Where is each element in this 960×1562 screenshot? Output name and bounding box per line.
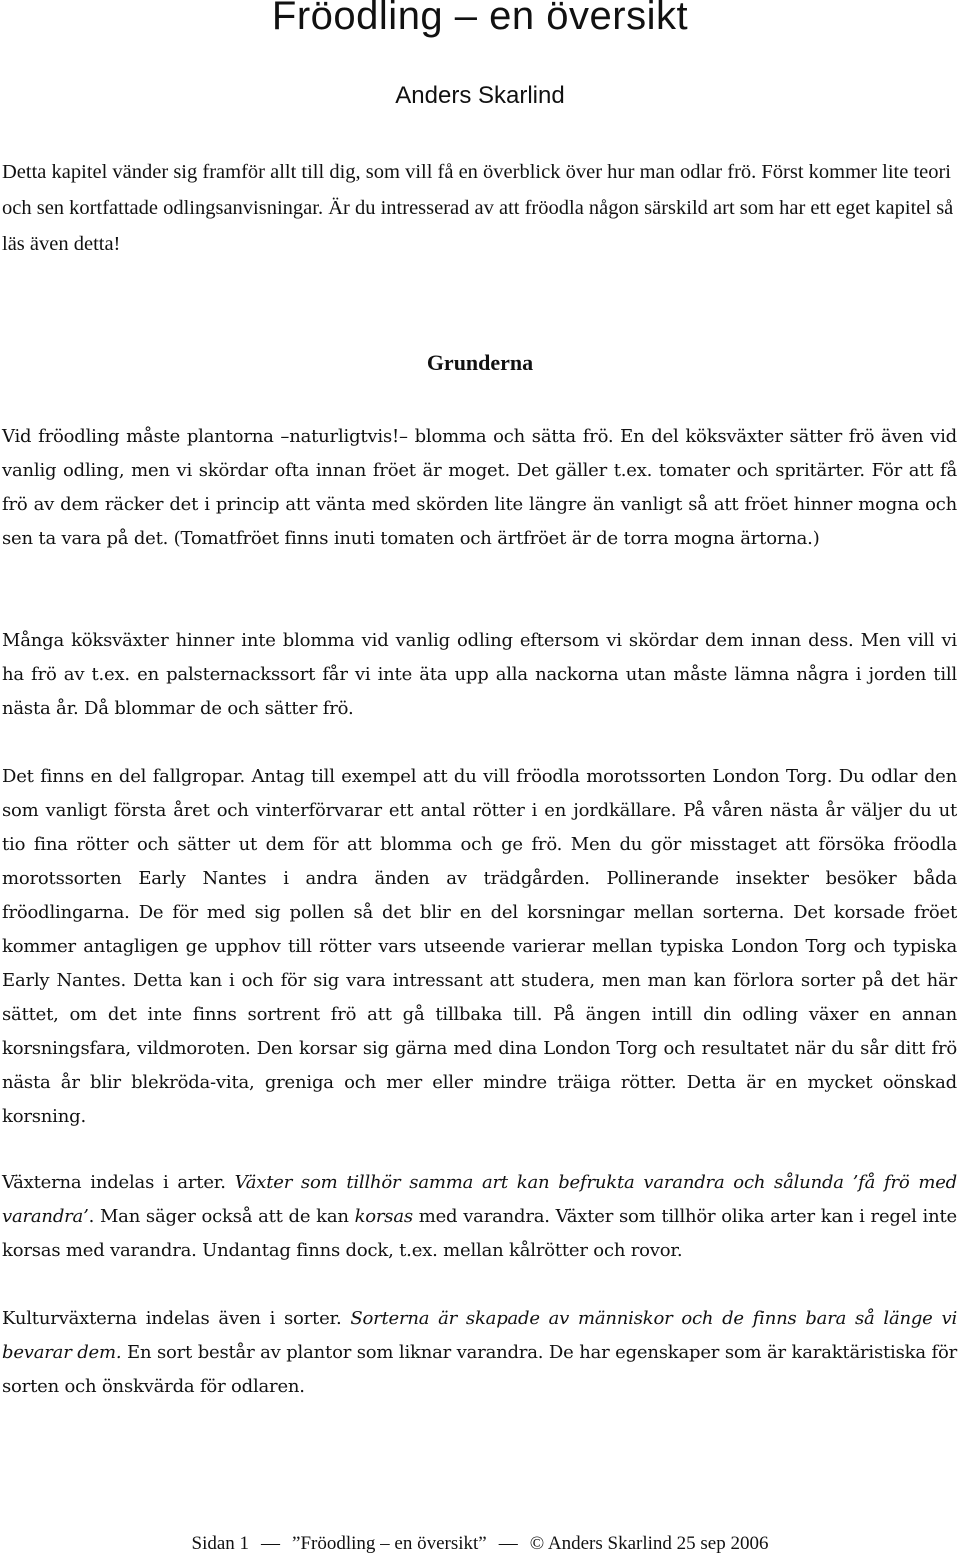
document-title: Fröodling – en översikt [271,0,689,38]
footer-page-number: Sidan 1 [191,1533,250,1554]
page-footer [0,1533,960,1555]
paragraph-2: Många köksväxter hinner inte blomma vid vanlig odling eftersom vi skördar dem innan dess. Men vill vi ha frö av t.ex. en palsternackssort får vi inte äta upp alla nackorna utan måste lämna några i jorden till nästa år. Då blommar de och sätter frö. [2,630,957,719]
section-heading: Grunderna [426,350,534,375]
paragraph-4 [2,1166,957,1268]
footer-dash: — [498,1533,518,1554]
paragraph-5-emphasis: Sorterna är skapade av människor och de finns bara så länge vi bevarar dem. [2,1308,957,1363]
document-author: Anders Skarlind [395,82,565,109]
paragraph-5-text-c: En sort består av plantor som liknar varandra. De har egenskaper som är karaktäristiska för sorten och önskvärda för odlaren. [2,1342,957,1397]
footer-copyright: © Anders Skarlind 25 sep 2006 [529,1533,769,1554]
paragraph-4-text-c: . Man säger också att de kan [88,1206,355,1227]
paragraph-4-emphasis: Växter som tillhör samma art kan befrukta varandra och sålunda ’få frö med varandra’ [2,1172,957,1227]
paragraph-4-text-e: med varandra. Växter som tillhör olika arter kan i regel inte korsas med varandra. Undantag finns dock, t.ex. mellan kålrötter och rovor. [2,1206,957,1261]
paragraph-5 [2,1302,957,1404]
paragraph-4-term: korsas [354,1206,413,1227]
footer-doc-title: ”Fröodling – en översikt” [292,1533,487,1554]
paragraph-5-text-a: Kulturväxterna indelas även i sorter. [2,1308,351,1329]
paragraph-3: Det finns en del fallgropar. Antag till exempel att du vill fröodla morotssorten London Torg. Du odlar den som vanligt första året och vinterförvarar ett antal rötter i en jordkällare. På våren nästa år väljer du ut tio fina rötter och sätter ut dem för att blomma och ge frö. Men du gör misstaget att försöka fröodla morotssorten Early Nantes i andra änden av trädgården. Pollinerande insekter besöker båda fröodlingarna. De för med sig pollen så det blir en del korsningar mellan sorterna. Det korsade fröet kommer antagligen ge upphov till rötter vars utseende varierar mellan typiska London Torg och typiska Early Nantes. Detta kan i och för sig vara intressant att studera, men man kan förlora sorter på det här sättet, om det inte finns sortrent frö att gå tillbaka till. På ängen intill din odling växer en annan korsningsfara, vildmoroten. Den korsar sig gärna med dina London Torg och resultatet när du sår ditt frö nästa år blir blekröda-vita, greniga och mer eller mindre träiga rötter. Detta är en mycket oönskad korsning. [2,766,957,1127]
paragraph-4-text-a: Växterna indelas i arter. [2,1172,235,1193]
paragraph-1: Vid fröodling måste plantorna –naturligtvis!– blomma och sätta frö. En del köksväxter sätter frö även vid vanlig odling, men vi skördar ofta innan fröet är moget. Det gäller t.ex. tomater och spritärter. För att få frö av dem räcker det i princip att vänta med skörden lite längre än vanligt så att fröet hinner mogna och sen ta vara på det. (Tomatfröet finns inuti tomaten och ärtfröet är de torra mogna ärtorna.) [2,426,957,549]
footer-dash: — [261,1533,281,1554]
intro-paragraph: Detta kapitel vänder sig framför allt till dig, som vill få en överblick över hur man odlar frö. Först kommer lite teori och sen kortfattade odlingsanvisningar. Är du intresserad av att fröodla någon särskild art som har ett eget kapitel så läs även detta! [2,161,954,255]
